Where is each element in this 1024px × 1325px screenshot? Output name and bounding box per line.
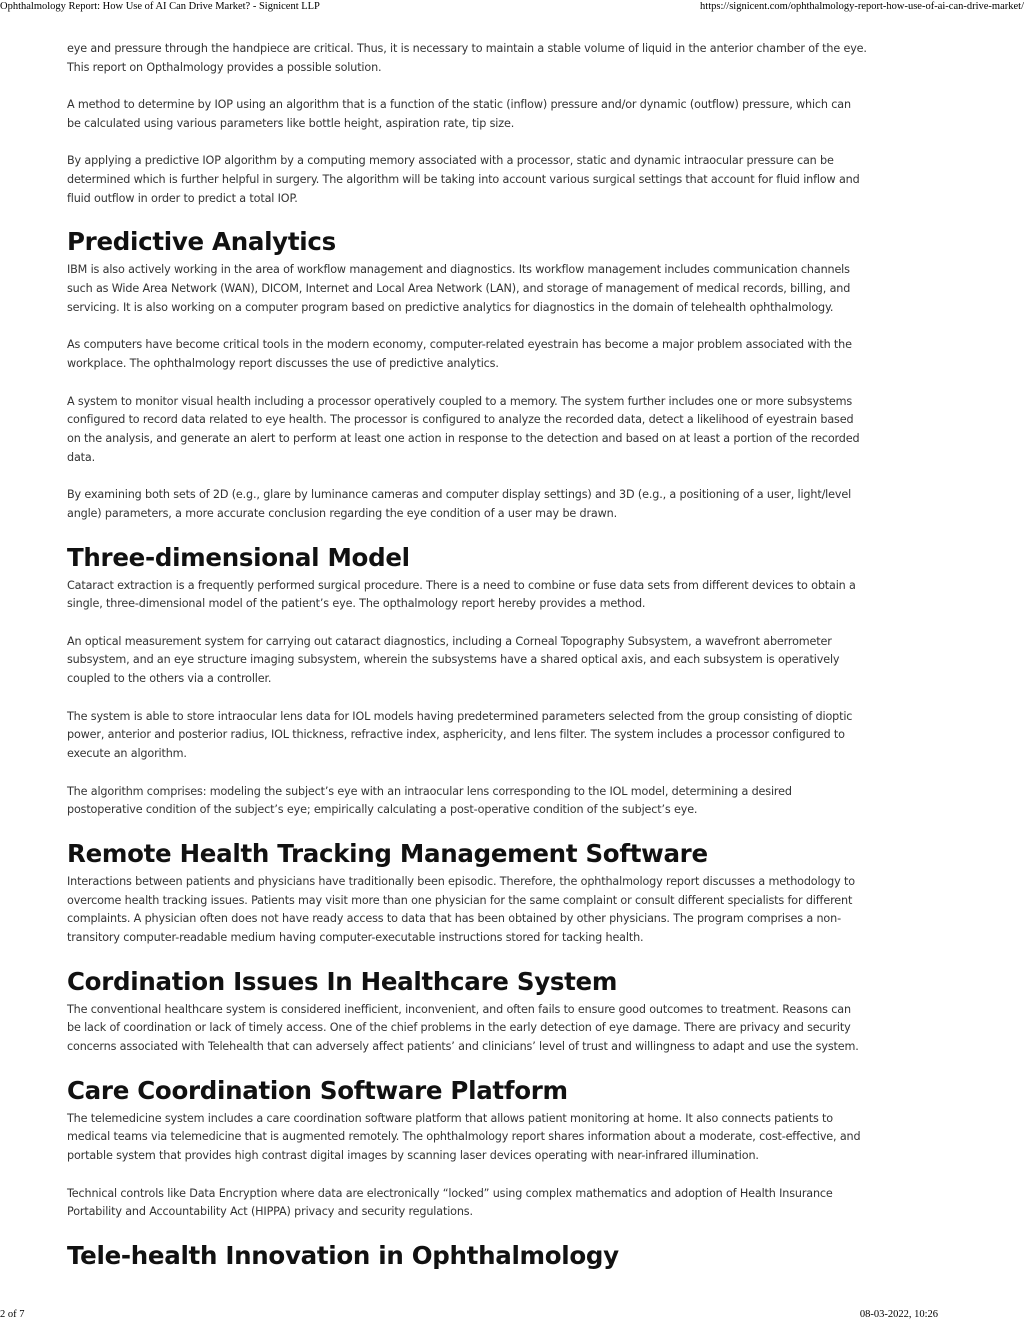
paragraph: The system is able to store intraocular lens data for IOL models having predetermined parameters selected from the group consisting of dioptic power, anterior and posterior radius, IOL thickness, refractive index, asphericity, and lens filter. The system includes a processor configured to execute an algorithm. — [67, 709, 853, 761]
print-header-url[interactable]: https://signicent.com/ophthalmology-report-how-use-of-ai-can-drive-market/ — [700, 1, 1024, 12]
paragraph: The telemedicine system includes a care coordination software platform that allows patient monitoring at home. It also connects patients to medical teams via telemedicine that is augmented remotely. The ophthalmology report shares information about a moderate, cost-effective, and portable system that provides high contrast digital images by scanning laser devices operating with near-infrared illumination. — [67, 1111, 861, 1163]
print-datetime: 08-03-2022, 10:26 — [859, 1309, 938, 1320]
paragraph: Cataract extraction is a frequently performed surgical procedure. There is a need to combine or fuse data sets from different devices to obtain a single, three-dimensional model of the patient’s eye. The opthalmology report hereby provides a method. — [67, 578, 856, 611]
paragraph: IBM is also actively working in the area of workflow management and diagnostics. Its workflow management includes communication channels such as Wide Area Network (WAN), DICOM, Internet and Local Area Network (LAN), and storage of management of medical records, billing, and servicing. It is also working on a computer program based on predictive analytics for diagnostics in the domain of telehealth ophthalmology. — [67, 263, 851, 314]
section-heading-coordination-issues: Cordination Issues In Healthcare System — [67, 966, 618, 996]
paragraph: An optical measurement system for carrying out cataract diagnostics, including a Corneal Topography Subsystem, a wavefront aberrometer subsystem, and an eye structure imaging subsystem, wherein the subsystems have a shared optical axis, and each subsystem is operatively coupled to the others via a controller. — [67, 634, 840, 686]
section-heading-telehealth-innovation: Tele-health Innovation in Ophthalmology — [67, 1240, 619, 1270]
paragraph: As computers have become critical tools in the modern economy, computer-related eyestrain has become a major problem associated with the workplace. The ophthalmology report discusses the use of predictive analytics. — [67, 338, 852, 371]
print-footer — [0, 1309, 1024, 1323]
print-header-title: Ophthalmology Report: How Use of AI Can Drive Market? - Signicent LLP — [0, 1, 320, 12]
section-heading-remote-health-tracking: Remote Health Tracking Management Software — [67, 838, 708, 868]
print-header — [0, 0, 1024, 15]
paragraph: By applying a predictive IOP algorithm by a computing memory associated with a processor, static and dynamic intraocular pressure can be determined which is further helpful in surgery. The algorithm will be taking into account various surgical settings that account for fluid inflow and fluid outflow in order to predict a total IOP. — [67, 154, 860, 205]
section-heading-care-coordination-platform: Care Coordination Software Platform — [67, 1075, 568, 1105]
paragraph: The algorithm comprises: modeling the subject’s eye with an intraocular lens corresponding to the IOL model, determining a desired postoperative condition of the subject’s eye; empirically calculating a post-operative condition of the subject’s eye. — [67, 784, 792, 817]
section-heading-three-dimensional-model: Three-dimensional Model — [67, 542, 410, 572]
article-body — [67, 40, 867, 1275]
paragraph: A method to determine by IOP using an algorithm that is a function of the static (inflow) pressure and/or dynamic (outflow) pressure, which can be calculated using various parameters like bottle height, aspiration rate, tip size. — [67, 98, 851, 130]
page-number: 2 of 7 — [0, 1309, 25, 1320]
paragraph: A system to monitor visual health including a processor operatively coupled to a memory. The system further includes one or more subsystems configured to record data related to eye health. The processor is configured to analyze the recorded data, detect a likelihood of eyestrain based on the analysis, and generate an alert to perform at least one action in response to the detection and based on at least a portion of the recorded data. — [67, 394, 860, 464]
section-heading-predictive-analytics: Predictive Analytics — [67, 227, 336, 257]
paragraph: The conventional healthcare system is considered inefficient, inconvenient, and often fails to ensure good outcomes to treatment. Reasons can be lack of coordination or lack of timely access. One of the chief problems in the early detection of eye damage. There are privacy and security concerns associated with Telehealth that can adversely affect patients’ and clinicians’ level of trust and willingness to adapt and use the system. — [67, 1002, 859, 1054]
paragraph: By examining both sets of 2D (e.g., glare by luminance cameras and computer display settings) and 3D (e.g., a positioning of a user, light/level angle) parameters, a more accurate conclusion regarding the eye condition of a user may be drawn. — [67, 488, 852, 521]
paragraph: Interactions between patients and physicians have traditionally been episodic. Therefore, the ophthalmology report discusses a methodology to overcome health tracking issues. Patients may visit more than one physician for the same complaint or consult different specialists for different complaints. A physician often does not have ready access to data that has been obtained by other physicians. The program comprises a non-transitory computer-readable medium having computer-executable instructions stored for tacking health. — [67, 874, 855, 945]
paragraph: eye and pressure through the handpiece are critical. Thus, it is necessary to maintain a stable volume of liquid in the anterior chamber of the eye. This report on Opthalmology provides a possible solution. — [67, 42, 867, 74]
paragraph: Technical controls like Data Encryption where data are electronically “locked” using complex mathematics and adoption of Health Insurance Portability and Accountability Act (HIPPA) privacy and security regulations. — [67, 1186, 833, 1219]
